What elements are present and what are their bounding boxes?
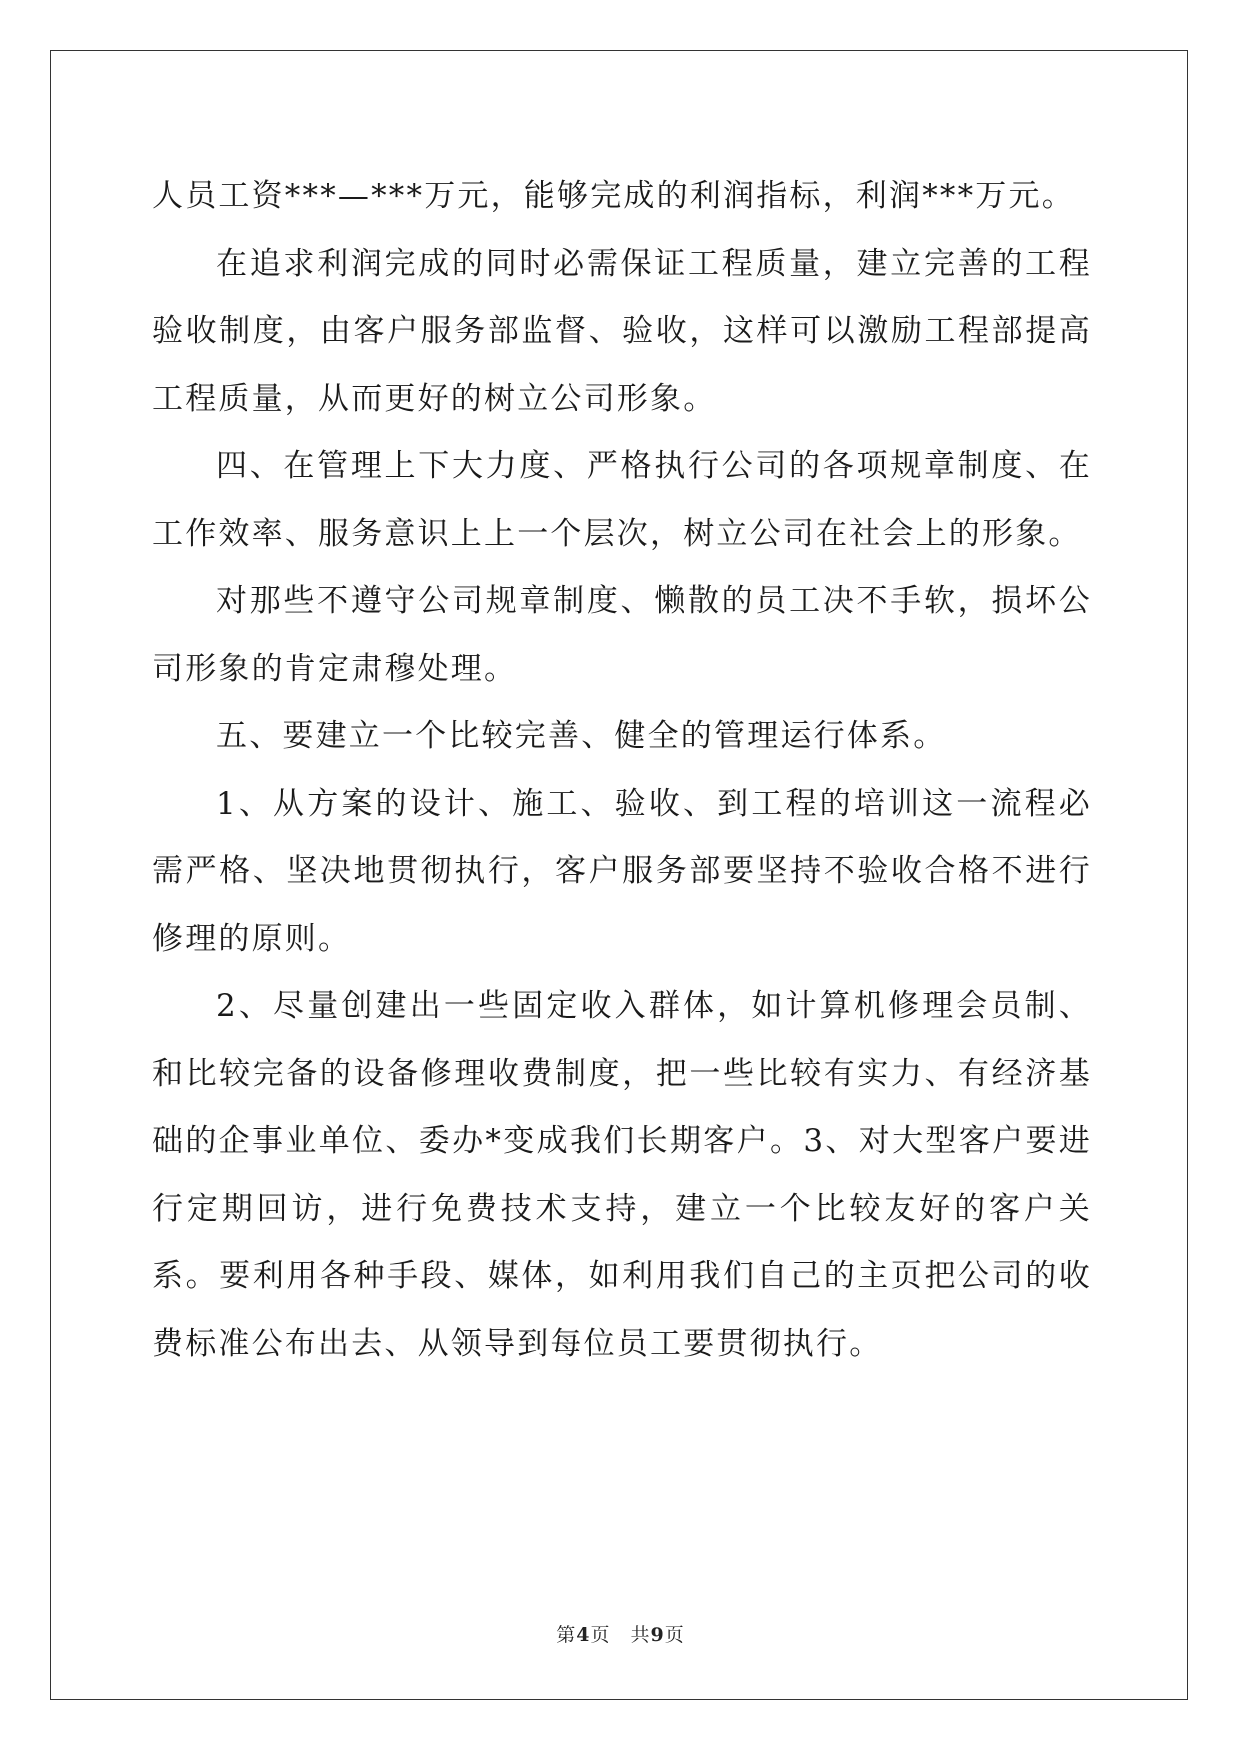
current-page-number: 4 (576, 1624, 591, 1646)
paragraph-2: 在追求利润完成的同时必需保证工程质量，建立完善的工程验收制度，由客户服务部监督、验收，这样可以激励工程部提高工程质量，从而更好的树立公司形象。 (152, 245, 1092, 417)
paragraph-7: 2、尽量创建出一些固定收入群体，如计算机修理会员制、和比较完备的设备修理收费制度，把一些比较有实力、有经济基础的企事业单位、委办*变成我们长期客户。3、对大型客户要进行定期回访，进行免费技术支持，建立一个比较友好的客户关系。要利用各种手段、媒体，如利用我们自己的主页把公司的收费标准公布出去、从领导到每位员工要贯彻执行。 (152, 988, 1092, 1362)
footer-prefix: 第 (556, 1624, 577, 1646)
footer-middle: 页 共 (590, 1624, 651, 1646)
paragraph-6: 1、从方案的设计、施工、验收、到工程的培训这一流程必需严格、坚决地贯彻执行，客户服务部要坚持不验收合格不进行修理的原则。 (152, 785, 1092, 957)
paragraph-5: 五、要建立一个比较完善、健全的管理运行体系。 (216, 718, 947, 754)
paragraph-4: 对那些不遵守公司规章制度、懒散的员工决不手软，损坏公司形象的肯定肃穆处理。 (152, 583, 1092, 687)
paragraph-3: 四、在管理上下大力度、严格执行公司的各项规章制度、在工作效率、服务意识上上一个层次，树立公司在社会上的形象。 (152, 448, 1092, 552)
footer-suffix: 页 (664, 1624, 685, 1646)
document-body (152, 163, 1092, 1378)
paragraph-1: 人员工资***—***万元，能够完成的利润指标，利润***万元。 (152, 178, 1075, 214)
page-footer (0, 1620, 1241, 1647)
total-page-number: 9 (650, 1624, 665, 1646)
